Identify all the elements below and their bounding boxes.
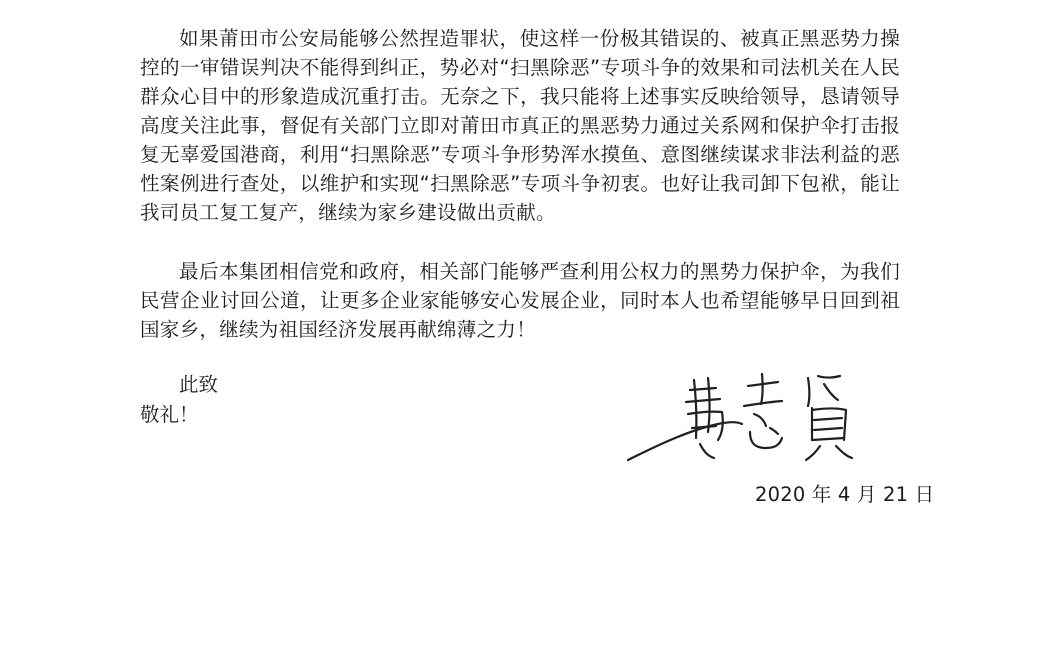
letter-date: 2020 年 4 月 21 日 bbox=[755, 483, 935, 506]
closing-salutation: 此致 bbox=[179, 373, 219, 396]
closing-regards: 敬礼！ bbox=[140, 403, 199, 426]
letter-paragraph-2: 最后本集团相信党和政府，相关部门能够严查利用公权力的黑势力保护伞，为我们民营企业讨回公道，让更多企业家能够安心发展企业，同时本人也希望能够早日回到祖国家乡，继续为祖国经济发展再献绵薄之力！ bbox=[140, 260, 900, 341]
handwritten-signature bbox=[620, 368, 870, 468]
letter-paragraph-1: 如果莆田市公安局能够公然捏造罪状，使这样一份极其错误的、被真正黑恶势力操控的一审错误判决不能得到纠正，势必对“扫黑除恶”专项斗争的效果和司法机关在人民群众心目中的形象造成沉重打击。无奈之下，我只能将上述事实反映给领导，恳请领导高度关注此事，督促有关部门立即对莆田市真正的黑恶势力通过关系网和保护伞打击报复无辜爱国港商，利用“扫黑除恶”专项斗争形势浑水摸鱼、意图继续谋求非法利益的恶性案例进行查处，以维护和实现“扫黑除恶”专项斗争初衷。也好让我司卸下包袱，能让我司员工复工复产，继续为家乡建设做出贡献。 bbox=[140, 27, 900, 224]
